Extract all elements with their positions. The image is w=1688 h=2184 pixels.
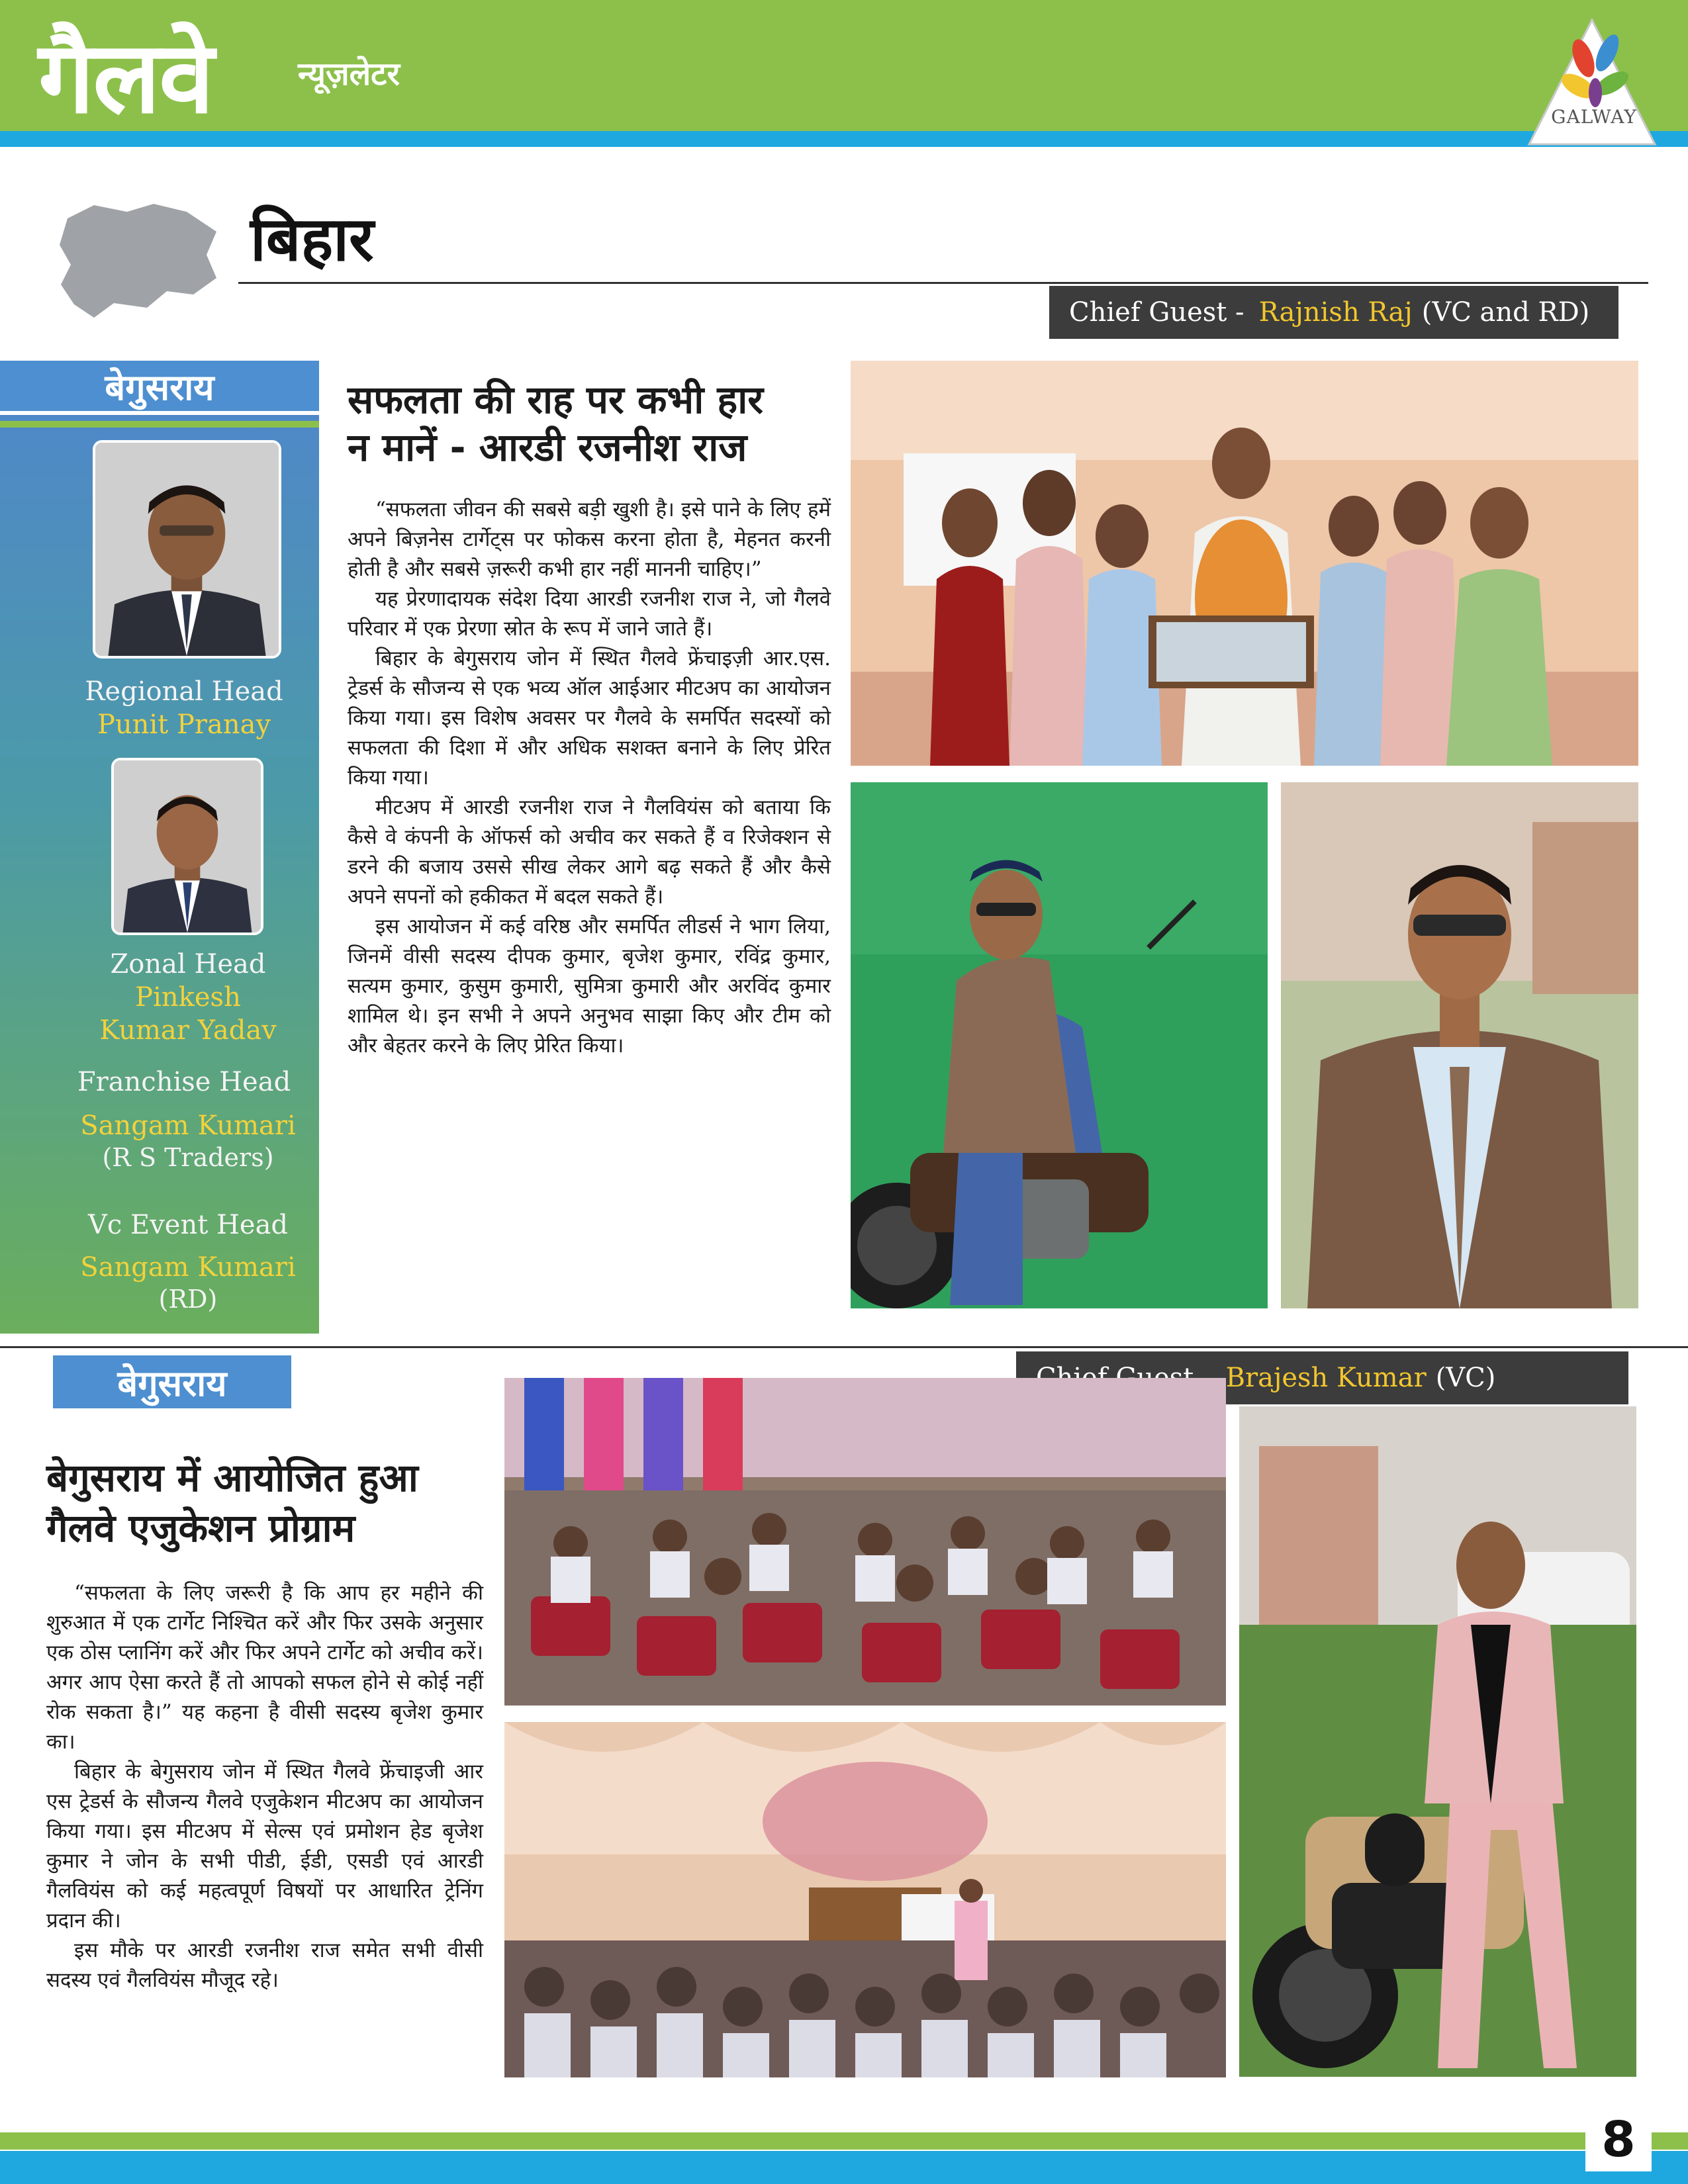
- page-number-badge: [1585, 2108, 1652, 2171]
- story1-headline: [348, 376, 837, 471]
- story2-body: [46, 1578, 483, 1995]
- vc-event-head-sub: (RD): [158, 1285, 218, 1314]
- franchise-head-company: (R S Traders): [102, 1143, 274, 1172]
- zonal-head-name-line2: Kumar Yadav: [99, 1015, 277, 1046]
- bike-rider-photo: [1239, 1406, 1636, 2077]
- story1-headline-line1: सफलता की राह पर कभी हार: [348, 377, 763, 422]
- event-stage-photo: [504, 1722, 1226, 2077]
- story1-paragraph: मीटअप में आरडी रजनीश राज ने गैलवियंस को बताया कि कैसे वे कंपनी के ऑफर्स को अचीव कर सकते हैं व रिजेक्शन से डरने की बजाय उससे सीख लेकर आगे बढ़ सकते हैं और कैसे अपने सपनों को हकीकत में बदल सकते हैं।: [348, 796, 831, 909]
- chief-guest-name: Rajnish Raj: [1258, 297, 1413, 328]
- story2-headline-line1: बेगुसराय में आयोजित हुआ: [46, 1455, 418, 1500]
- page-number: 8: [1601, 2111, 1636, 2168]
- section-divider: [0, 1346, 1688, 1348]
- story2-paragraph: इस मौके पर आरडी रजनीश राज समेत सभी वीसी सदस्य एवं गैलवियंस मौजूद रहे।: [46, 1938, 483, 1992]
- story2-paragraph: “सफलता के लिए जरूरी है कि आप हर महीने की शुरुआत में एक टार्गेट निश्चित करें और फिर उसके अनुसार एक ठोस प्लानिंग करें और फिर अपने टार्गेट को अचीव करें। अगर आप ऐसा करते हैं तो आपको सफल होने से कोई नहीं रोक सकता है।” यह कहना है वीसी सदस्य बृजेश कुमार का।: [46, 1581, 483, 1754]
- zonal-head-name-line1: Pinkesh: [135, 982, 241, 1013]
- zonal-head-role: Zonal Head: [110, 949, 266, 979]
- chief-guest-2-role: (VC): [1435, 1363, 1496, 1393]
- galway-logo-mark: [1523, 12, 1662, 151]
- story1-paragraph: यह प्रेरणादायक संदेश दिया आरडी रजनीश राज ने, जो गैलवे परिवार में एक प्रेरणा स्रोत के रूप में जाने जाते हैं।: [348, 587, 831, 641]
- story1-paragraph: “सफलता जीवन की सबसे बड़ी खुशी है। इसे पाने के लिए हमें अपने बिज़नेस टार्गेट्स पर फोकस करना होता है, मेहनत करनी होती है और सबसे ज़रूरी कभी हार नहीं माननी चाहिए।”: [348, 498, 831, 581]
- header-masthead: गैलवे: [38, 21, 213, 136]
- city-tab-1-green-rule: [0, 421, 319, 428]
- header-subtitle: न्यूज़लेटर: [298, 56, 400, 93]
- bihar-map-icon: [54, 192, 226, 324]
- group-felicitation-photo: [851, 361, 1638, 766]
- city-tab-2: [53, 1355, 291, 1408]
- story2-paragraph: बिहार के बेगुसराय जोन में स्थित गैलवे फ्रेंचाइजी आर एस ट्रेडर्स के सौजन्य गैलवे एजुकेशन मीटअप का आयोजन किया गया। इस मीटअप में सेल्स एवं प्रमोशन हेड बृजेश कुमार ने जोन के सभी पीडी, ईडी, एसडी एवं आरडी गैलवियंस को कई महत्वपूर्ण विषयों पर आधारित ट्रेनिंग प्रदान की।: [46, 1760, 483, 1933]
- regional-head-name: Punit Pranay: [97, 709, 271, 740]
- story1-headline-line2: न मानें - आरडी रजनीश राज: [348, 425, 747, 470]
- city-tab-1: [0, 361, 319, 415]
- suit-portrait-photo: [1281, 782, 1638, 1308]
- footer-bar: [0, 2132, 1688, 2150]
- chief-guest-caption: [1049, 286, 1618, 339]
- franchise-head-name: Sangam Kumari: [80, 1111, 296, 1141]
- state-title: बिहार: [250, 204, 374, 275]
- vc-event-head-name: Sangam Kumari: [80, 1252, 296, 1283]
- galway-logo-tagline: FOR YOU FOREVER: [1549, 131, 1639, 140]
- galway-logo-text: GALWAY: [1551, 106, 1637, 128]
- story2-headline: [46, 1453, 503, 1553]
- vc-event-head-role: Vc Event Head: [87, 1210, 289, 1240]
- header-banner: [0, 0, 1688, 136]
- story2-headline-line2: गैलवे एजुकेशन प्रोग्राम: [46, 1506, 355, 1551]
- header-blue-stripe: [0, 131, 1688, 147]
- regional-head-photo: [93, 440, 281, 659]
- seminar-audience-photo: [504, 1378, 1226, 1706]
- state-title-rule: [238, 282, 1648, 284]
- chief-guest-label: Chief Guest -: [1069, 297, 1244, 328]
- city-tab-1-label: बेगुसराय: [105, 367, 214, 408]
- zonal-head-photo: [111, 758, 263, 935]
- regional-head-role: Regional Head: [85, 676, 283, 707]
- footer-blue-bar: [0, 2151, 1688, 2184]
- chief-guest-2-name: Brajesh Kumar: [1225, 1363, 1427, 1393]
- galway-logo: [1523, 12, 1662, 151]
- chief-guest-role: (VC and RD): [1421, 297, 1590, 328]
- franchise-head-role: Franchise Head: [77, 1067, 291, 1097]
- city-tab-2-label: बेगुसराय: [117, 1363, 227, 1404]
- story1-paragraph: इस आयोजन में कई वरिष्ठ और समर्पित लीडर्स ने भाग लिया, जिनमें वीसी सदस्य दीपक कुमार, बृजेश कुमार, रविंद्र कुमार, सत्यम कुमार, कुसुम कुमारी, सुमित्रा कुमारी और अरविंद कुमार शामिल थे। इन सभी ने अपने अनुभव साझा किए और टीम को और बेहतर करने के लिए प्रेरित किया।: [348, 915, 831, 1058]
- story1-body: [348, 495, 831, 1061]
- story1-paragraph: बिहार के बेगुसराय जोन में स्थित गैलवे फ्रेंचाइज़ी आर.एस. ट्रेडर्स के सौजन्य से एक भव्य ऑल आईआर मीटअप का आयोजन किया गया। इस विशेष अवसर पर गैलवे के समर्पित सदस्यों को सफलता की दिशा में और अधिक सशक्त बनाने के लिए प्रेरित किया गया।: [348, 647, 831, 790]
- bike-portrait-photo: [851, 782, 1268, 1308]
